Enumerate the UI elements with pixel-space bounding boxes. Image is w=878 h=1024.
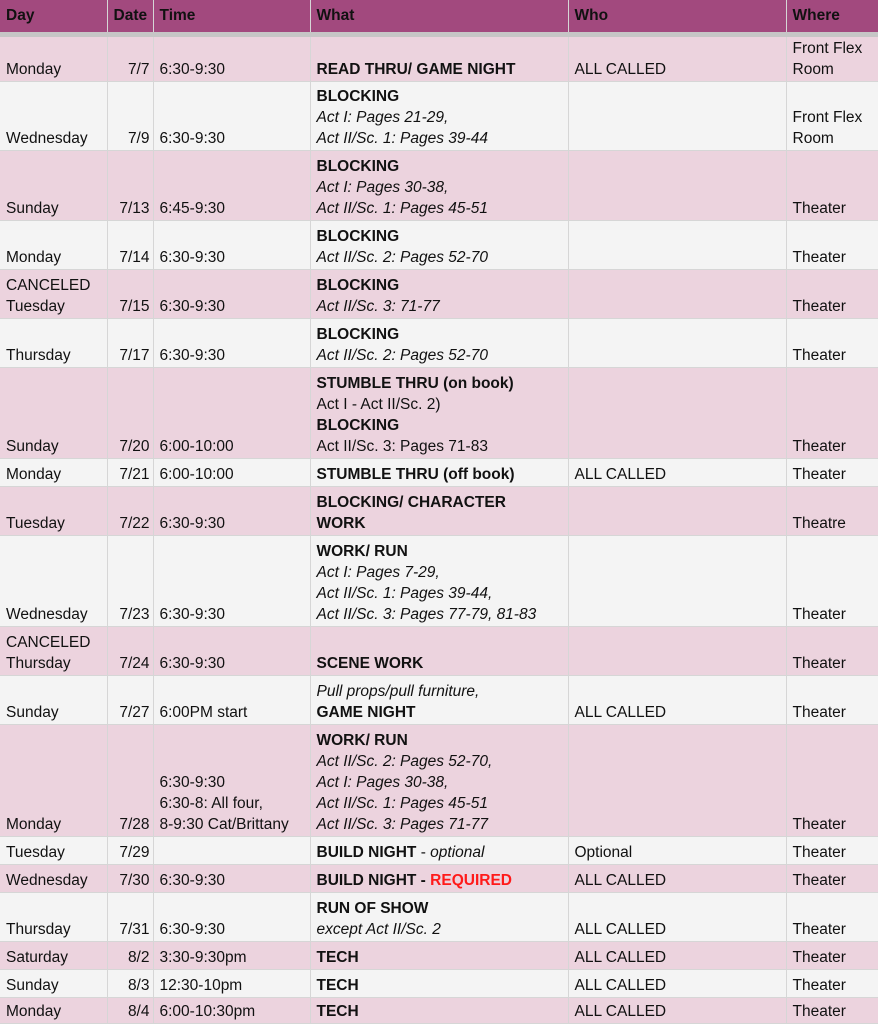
day-label: Tuesday bbox=[6, 298, 65, 315]
who-cell: ALL CALLED bbox=[568, 676, 786, 725]
where-cell: Theater bbox=[786, 725, 878, 837]
date-cell: 7/20 bbox=[107, 368, 153, 459]
where-cell: Theater bbox=[786, 893, 878, 942]
table-row bbox=[0, 35, 878, 82]
day-cell: Wednesday bbox=[0, 865, 107, 893]
day-cell bbox=[0, 270, 107, 319]
who-cell: Optional bbox=[568, 837, 786, 865]
where-cell: Theater bbox=[786, 319, 878, 368]
what-cell bbox=[310, 319, 568, 368]
who-cell bbox=[568, 270, 786, 319]
header-who: Who bbox=[568, 0, 786, 35]
what-cell bbox=[310, 536, 568, 627]
what-line: Act II/Sc. 2: Pages 52-70, bbox=[316, 753, 493, 770]
where-cell: Theater bbox=[786, 627, 878, 676]
day-cell: Thursday bbox=[0, 893, 107, 942]
where-cell: Theater bbox=[786, 459, 878, 487]
day-cell: Saturday bbox=[0, 942, 107, 970]
day-cell: Monday bbox=[0, 725, 107, 837]
what-line: GAME NIGHT bbox=[316, 704, 416, 721]
header-day: Day bbox=[0, 0, 107, 35]
date-cell: 7/27 bbox=[107, 676, 153, 725]
what-cell: TECH bbox=[310, 970, 568, 998]
what-line: Act II/Sc. 3: Pages 71-83 bbox=[316, 438, 488, 455]
table-row bbox=[0, 676, 878, 725]
what-line: Act II/Sc. 3: Pages 71-77 bbox=[316, 816, 488, 833]
date-cell: 7/22 bbox=[107, 487, 153, 536]
header-row bbox=[0, 0, 878, 35]
what-line: Act I: Pages 7-29, bbox=[316, 564, 440, 581]
what-cell bbox=[310, 865, 568, 893]
table-row bbox=[0, 270, 878, 319]
time-cell: 6:30-9:30 bbox=[153, 319, 310, 368]
what-line: BLOCKING/ CHARACTER bbox=[316, 494, 506, 511]
what-line: Act II/Sc. 2: Pages 52-70 bbox=[316, 347, 488, 364]
day-cell: Monday bbox=[0, 998, 107, 1024]
date-cell: 7/28 bbox=[107, 725, 153, 837]
time-cell: 6:45-9:30 bbox=[153, 151, 310, 221]
table-row bbox=[0, 970, 878, 998]
time-cell: 6:00PM start bbox=[153, 676, 310, 725]
what-separator: - bbox=[416, 844, 431, 861]
what-line: Act I: Pages 30-38, bbox=[316, 774, 449, 791]
where-cell: Theater bbox=[786, 676, 878, 725]
date-cell: 7/7 bbox=[107, 35, 153, 82]
day-cell: Sunday bbox=[0, 676, 107, 725]
header-time: Time bbox=[153, 0, 310, 35]
date-cell: 7/13 bbox=[107, 151, 153, 221]
table-row bbox=[0, 151, 878, 221]
what-line: Act II/Sc. 2: Pages 52-70 bbox=[316, 249, 488, 266]
table-row bbox=[0, 627, 878, 676]
what-cell bbox=[310, 82, 568, 151]
what-line: Act I: Pages 21-29, bbox=[316, 109, 449, 126]
table-row bbox=[0, 459, 878, 487]
what-cell bbox=[310, 221, 568, 270]
time-cell: 3:30-9:30pm bbox=[153, 942, 310, 970]
table-row bbox=[0, 942, 878, 970]
date-cell: 7/9 bbox=[107, 82, 153, 151]
what-line: BLOCKING bbox=[316, 158, 400, 175]
what-cell bbox=[310, 837, 568, 865]
date-cell: 7/15 bbox=[107, 270, 153, 319]
what-line: Act II/Sc. 1: Pages 39-44, bbox=[316, 585, 493, 602]
what-line: BLOCKING bbox=[316, 326, 400, 343]
what-cell bbox=[310, 676, 568, 725]
time-line: 6:30-9:30 bbox=[159, 774, 225, 791]
what-line: Act II/Sc. 3: Pages 77-79, 81-83 bbox=[316, 606, 537, 623]
who-cell: ALL CALLED bbox=[568, 893, 786, 942]
day-cell: Sunday bbox=[0, 151, 107, 221]
table-row bbox=[0, 837, 878, 865]
table-row bbox=[0, 725, 878, 837]
date-cell: 7/24 bbox=[107, 627, 153, 676]
what-cell: TECH bbox=[310, 942, 568, 970]
where-cell: Theater bbox=[786, 368, 878, 459]
who-cell: ALL CALLED bbox=[568, 459, 786, 487]
where-cell: Theater bbox=[786, 221, 878, 270]
day-cell: Tuesday bbox=[0, 487, 107, 536]
what-cell bbox=[310, 270, 568, 319]
canceled-label: CANCELED bbox=[6, 277, 91, 294]
day-cell: Monday bbox=[0, 459, 107, 487]
table-row bbox=[0, 221, 878, 270]
what-cell bbox=[310, 487, 568, 536]
what-line: BLOCKING bbox=[316, 277, 400, 294]
where-cell: Theater bbox=[786, 865, 878, 893]
who-cell bbox=[568, 487, 786, 536]
who-cell: ALL CALLED bbox=[568, 865, 786, 893]
header-where: Where bbox=[786, 0, 878, 35]
day-cell: Thursday bbox=[0, 319, 107, 368]
what-line: Act II/Sc. 3: 71-77 bbox=[316, 298, 440, 315]
time-line: 8-9:30 Cat/Brittany bbox=[159, 816, 289, 833]
who-cell bbox=[568, 368, 786, 459]
date-cell: 7/17 bbox=[107, 319, 153, 368]
where-cell: Theater bbox=[786, 536, 878, 627]
time-line: 6:30-8: All four, bbox=[159, 795, 263, 812]
time-cell: 6:30-9:30 bbox=[153, 627, 310, 676]
where-cell: Theater bbox=[786, 942, 878, 970]
date-cell: 7/23 bbox=[107, 536, 153, 627]
day-cell: Wednesday bbox=[0, 536, 107, 627]
time-cell: 6:30-9:30 bbox=[153, 35, 310, 82]
who-cell bbox=[568, 627, 786, 676]
day-label: Thursday bbox=[6, 655, 71, 672]
time-cell: 6:30-9:30 bbox=[153, 270, 310, 319]
who-cell bbox=[568, 221, 786, 270]
what-cell: TECH bbox=[310, 998, 568, 1024]
who-cell bbox=[568, 536, 786, 627]
where-cell: Front Flex Room bbox=[786, 35, 878, 82]
date-cell: 7/31 bbox=[107, 893, 153, 942]
date-cell: 8/3 bbox=[107, 970, 153, 998]
what-line: Act I: Pages 30-38, bbox=[316, 179, 449, 196]
table-row bbox=[0, 536, 878, 627]
what-line: BLOCKING bbox=[316, 228, 400, 245]
who-cell: ALL CALLED bbox=[568, 35, 786, 82]
where-cell: Theater bbox=[786, 837, 878, 865]
who-cell bbox=[568, 319, 786, 368]
who-cell bbox=[568, 82, 786, 151]
what-text: BUILD NIGHT bbox=[316, 844, 417, 861]
what-line: Act II/Sc. 1: Pages 45-51 bbox=[316, 200, 488, 217]
optional-label: optional bbox=[430, 844, 485, 861]
what-line: WORK/ RUN bbox=[316, 732, 408, 749]
what-line: WORK bbox=[316, 515, 366, 532]
what-line: BLOCKING bbox=[316, 88, 400, 105]
day-cell: Monday bbox=[0, 35, 107, 82]
table-row bbox=[0, 998, 878, 1024]
where-cell: Front Flex Room bbox=[786, 82, 878, 151]
time-cell: 6:00-10:00 bbox=[153, 459, 310, 487]
day-cell: Monday bbox=[0, 221, 107, 270]
who-cell bbox=[568, 151, 786, 221]
day-cell bbox=[0, 627, 107, 676]
what-cell bbox=[310, 368, 568, 459]
where-cell: Theater bbox=[786, 970, 878, 998]
what-cell bbox=[310, 725, 568, 837]
what-cell: STUMBLE THRU (off book) bbox=[310, 459, 568, 487]
time-cell: 6:30-9:30 bbox=[153, 221, 310, 270]
table-row bbox=[0, 319, 878, 368]
what-cell: READ THRU/ GAME NIGHT bbox=[310, 35, 568, 82]
what-line: STUMBLE THRU (on book) bbox=[316, 375, 514, 392]
table-row bbox=[0, 865, 878, 893]
time-cell: 6:30-9:30 bbox=[153, 82, 310, 151]
table-row bbox=[0, 368, 878, 459]
canceled-label: CANCELED bbox=[6, 634, 91, 651]
where-cell: Theater bbox=[786, 270, 878, 319]
what-text: BUILD NIGHT - bbox=[316, 872, 431, 889]
who-cell bbox=[568, 725, 786, 837]
day-cell: Sunday bbox=[0, 368, 107, 459]
date-cell: 7/14 bbox=[107, 221, 153, 270]
time-cell: 6:00-10:30pm bbox=[153, 998, 310, 1024]
time-cell: 6:30-9:30 bbox=[153, 536, 310, 627]
who-cell: ALL CALLED bbox=[568, 942, 786, 970]
day-cell: Sunday bbox=[0, 970, 107, 998]
what-line: except Act II/Sc. 2 bbox=[316, 921, 441, 938]
table-row bbox=[0, 893, 878, 942]
header-what: What bbox=[310, 0, 568, 35]
what-cell bbox=[310, 151, 568, 221]
date-cell: 7/21 bbox=[107, 459, 153, 487]
what-line: BLOCKING bbox=[316, 417, 400, 434]
what-cell bbox=[310, 893, 568, 942]
what-line: Act II/Sc. 1: Pages 45-51 bbox=[316, 795, 488, 812]
what-line: RUN OF SHOW bbox=[316, 900, 429, 917]
who-cell: ALL CALLED bbox=[568, 970, 786, 998]
time-cell bbox=[153, 725, 310, 837]
date-cell: 7/29 bbox=[107, 837, 153, 865]
date-cell: 7/30 bbox=[107, 865, 153, 893]
time-cell: 6:30-9:30 bbox=[153, 865, 310, 893]
what-cell: SCENE WORK bbox=[310, 627, 568, 676]
what-line: Pull props/pull furniture, bbox=[316, 683, 480, 700]
what-line: Act I - Act II/Sc. 2) bbox=[316, 396, 441, 413]
date-cell: 8/4 bbox=[107, 998, 153, 1024]
header-date: Date bbox=[107, 0, 153, 35]
day-cell: Wednesday bbox=[0, 82, 107, 151]
table-row bbox=[0, 82, 878, 151]
time-cell: 6:30-9:30 bbox=[153, 487, 310, 536]
time-cell bbox=[153, 837, 310, 865]
where-cell: Theater bbox=[786, 998, 878, 1024]
day-cell: Tuesday bbox=[0, 837, 107, 865]
time-cell: 6:00-10:00 bbox=[153, 368, 310, 459]
required-label: REQUIRED bbox=[430, 872, 512, 889]
time-cell: 6:30-9:30 bbox=[153, 893, 310, 942]
date-cell: 8/2 bbox=[107, 942, 153, 970]
what-line: WORK/ RUN bbox=[316, 543, 408, 560]
where-cell: Theater bbox=[786, 151, 878, 221]
time-cell: 12:30-10pm bbox=[153, 970, 310, 998]
who-cell: ALL CALLED bbox=[568, 998, 786, 1024]
table-row bbox=[0, 487, 878, 536]
where-cell: Theatre bbox=[786, 487, 878, 536]
what-line: Act II/Sc. 1: Pages 39-44 bbox=[316, 130, 488, 147]
